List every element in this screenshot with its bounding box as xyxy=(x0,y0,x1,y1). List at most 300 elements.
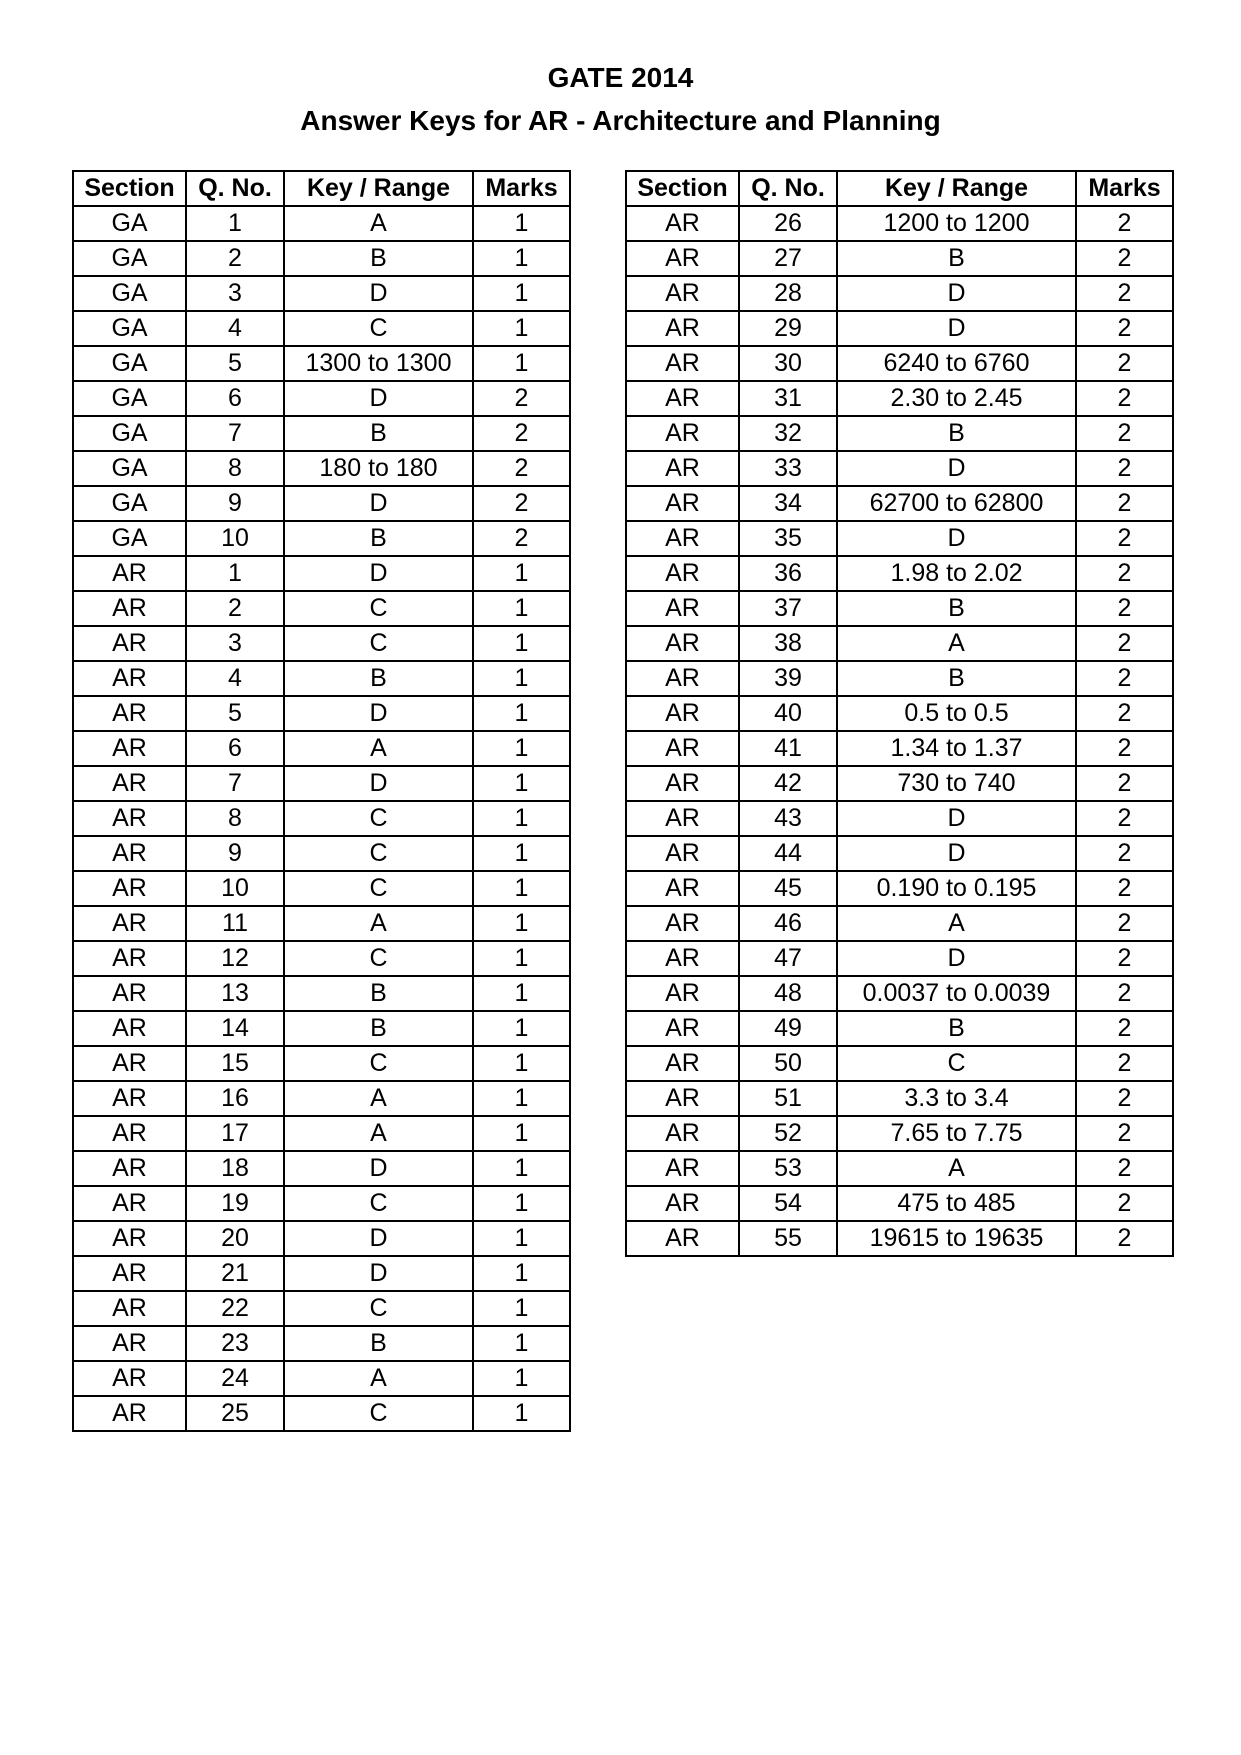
question-number-cell: 11 xyxy=(186,906,284,941)
section-cell: AR xyxy=(73,1256,186,1291)
table-row xyxy=(626,1081,1173,1116)
key-range-cell: C xyxy=(284,871,473,906)
key-range-cell: 730 to 740 xyxy=(837,766,1076,801)
key-range-cell: B xyxy=(837,1011,1076,1046)
marks-cell: 2 xyxy=(1076,1011,1173,1046)
question-number-cell: 27 xyxy=(739,241,837,276)
key-range-cell: B xyxy=(284,1326,473,1361)
section-cell: GA xyxy=(73,381,186,416)
section-cell: GA xyxy=(73,521,186,556)
page-subtitle: Answer Keys for AR - Architecture and Planning xyxy=(300,105,941,136)
section-cell: GA xyxy=(73,276,186,311)
table-row xyxy=(73,346,570,381)
marks-cell: 2 xyxy=(1076,206,1173,241)
table-row xyxy=(73,1361,570,1396)
marks-cell: 2 xyxy=(1076,731,1173,766)
question-number-cell: 20 xyxy=(186,1221,284,1256)
question-number-cell: 37 xyxy=(739,591,837,626)
table-row xyxy=(73,381,570,416)
question-number-cell: 52 xyxy=(739,1116,837,1151)
key-range-cell: B xyxy=(837,591,1076,626)
section-cell: AR xyxy=(73,941,186,976)
question-number-cell: 31 xyxy=(739,381,837,416)
marks-cell: 2 xyxy=(1076,1081,1173,1116)
key-range-cell: C xyxy=(284,941,473,976)
table-row xyxy=(626,906,1173,941)
marks-cell: 1 xyxy=(473,731,570,766)
section-cell: AR xyxy=(626,976,739,1011)
section-cell: AR xyxy=(73,801,186,836)
key-range-cell: D xyxy=(284,486,473,521)
key-range-cell: C xyxy=(837,1046,1076,1081)
header-marks: Marks xyxy=(1076,171,1173,206)
question-number-cell: 32 xyxy=(739,416,837,451)
marks-cell: 1 xyxy=(473,206,570,241)
question-number-cell: 1 xyxy=(186,556,284,591)
key-range-cell: 1.98 to 2.02 xyxy=(837,556,1076,591)
marks-cell: 2 xyxy=(1076,836,1173,871)
key-range-cell: A xyxy=(284,731,473,766)
marks-cell: 1 xyxy=(473,1151,570,1186)
table-row xyxy=(73,241,570,276)
question-number-cell: 4 xyxy=(186,311,284,346)
marks-cell: 1 xyxy=(473,1221,570,1256)
section-cell: AR xyxy=(626,661,739,696)
key-range-cell: 1.34 to 1.37 xyxy=(837,731,1076,766)
section-cell: AR xyxy=(73,1011,186,1046)
table-row xyxy=(626,1186,1173,1221)
header-row xyxy=(626,171,1173,206)
key-range-cell: 0.0037 to 0.0039 xyxy=(837,976,1076,1011)
question-number-cell: 41 xyxy=(739,731,837,766)
table-row xyxy=(73,836,570,871)
marks-cell: 1 xyxy=(473,1256,570,1291)
marks-cell: 2 xyxy=(1076,661,1173,696)
header-marks: Marks xyxy=(473,171,570,206)
marks-cell: 1 xyxy=(473,836,570,871)
key-range-cell: D xyxy=(284,696,473,731)
table-row xyxy=(626,801,1173,836)
table-row xyxy=(73,976,570,1011)
table-row xyxy=(73,1326,570,1361)
marks-cell: 2 xyxy=(473,486,570,521)
marks-cell: 2 xyxy=(1076,1186,1173,1221)
question-number-cell: 9 xyxy=(186,836,284,871)
question-number-cell: 46 xyxy=(739,906,837,941)
section-cell: AR xyxy=(626,626,739,661)
key-range-cell: C xyxy=(284,801,473,836)
section-cell: AR xyxy=(626,276,739,311)
header-key-range: Key / Range xyxy=(837,171,1076,206)
key-range-cell: C xyxy=(284,1046,473,1081)
table-row xyxy=(73,591,570,626)
table-row xyxy=(626,1046,1173,1081)
question-number-cell: 51 xyxy=(739,1081,837,1116)
marks-cell: 1 xyxy=(473,661,570,696)
section-cell: AR xyxy=(73,1396,186,1431)
question-number-cell: 24 xyxy=(186,1361,284,1396)
key-range-cell: D xyxy=(837,311,1076,346)
marks-cell: 1 xyxy=(473,1046,570,1081)
table-row xyxy=(626,346,1173,381)
table-body-right xyxy=(626,206,1173,1256)
key-range-cell: B xyxy=(284,1011,473,1046)
key-range-cell: 0.5 to 0.5 xyxy=(837,696,1076,731)
section-cell: AR xyxy=(626,346,739,381)
table-row xyxy=(626,1116,1173,1151)
question-number-cell: 7 xyxy=(186,416,284,451)
table-body-left xyxy=(73,206,570,1431)
table-row xyxy=(626,276,1173,311)
section-cell: AR xyxy=(73,906,186,941)
marks-cell: 2 xyxy=(1076,976,1173,1011)
question-number-cell: 23 xyxy=(186,1326,284,1361)
table-row xyxy=(626,206,1173,241)
table-row xyxy=(626,416,1173,451)
table-row xyxy=(626,836,1173,871)
table-row xyxy=(73,871,570,906)
question-number-cell: 13 xyxy=(186,976,284,1011)
section-cell: AR xyxy=(73,1151,186,1186)
section-cell: AR xyxy=(73,766,186,801)
key-range-cell: D xyxy=(284,1221,473,1256)
key-range-cell: B xyxy=(837,241,1076,276)
key-range-cell: A xyxy=(284,906,473,941)
section-cell: AR xyxy=(626,206,739,241)
marks-cell: 2 xyxy=(1076,1116,1173,1151)
table-row xyxy=(626,311,1173,346)
key-range-cell: D xyxy=(837,451,1076,486)
marks-cell: 2 xyxy=(1076,241,1173,276)
marks-cell: 1 xyxy=(473,1116,570,1151)
key-range-cell: B xyxy=(284,976,473,1011)
question-number-cell: 54 xyxy=(739,1186,837,1221)
section-cell: AR xyxy=(626,521,739,556)
marks-cell: 2 xyxy=(1076,871,1173,906)
key-range-cell: D xyxy=(837,521,1076,556)
key-range-cell: 0.190 to 0.195 xyxy=(837,871,1076,906)
key-range-cell: C xyxy=(284,626,473,661)
key-range-cell: C xyxy=(284,1396,473,1431)
marks-cell: 1 xyxy=(473,591,570,626)
table-row xyxy=(626,626,1173,661)
question-number-cell: 19 xyxy=(186,1186,284,1221)
table-row xyxy=(73,1116,570,1151)
key-range-cell: 7.65 to 7.75 xyxy=(837,1116,1076,1151)
marks-cell: 2 xyxy=(1076,626,1173,661)
section-cell: AR xyxy=(626,1186,739,1221)
section-cell: AR xyxy=(626,381,739,416)
section-cell: AR xyxy=(73,731,186,766)
section-cell: GA xyxy=(73,206,186,241)
question-number-cell: 30 xyxy=(739,346,837,381)
key-range-cell: C xyxy=(284,311,473,346)
marks-cell: 1 xyxy=(473,766,570,801)
question-number-cell: 8 xyxy=(186,451,284,486)
answer-key-table-right xyxy=(625,170,1174,1257)
key-range-cell: D xyxy=(837,836,1076,871)
key-range-cell: D xyxy=(284,381,473,416)
key-range-cell: B xyxy=(284,521,473,556)
marks-cell: 1 xyxy=(473,941,570,976)
marks-cell: 2 xyxy=(1076,486,1173,521)
key-range-cell: C xyxy=(284,1186,473,1221)
page-title: GATE 2014 xyxy=(547,62,694,93)
marks-cell: 1 xyxy=(473,1396,570,1431)
question-number-cell: 15 xyxy=(186,1046,284,1081)
question-number-cell: 17 xyxy=(186,1116,284,1151)
question-number-cell: 10 xyxy=(186,871,284,906)
key-range-cell: B xyxy=(837,661,1076,696)
question-number-cell: 34 xyxy=(739,486,837,521)
header-qno: Q. No. xyxy=(739,171,837,206)
section-cell: AR xyxy=(626,486,739,521)
section-cell: AR xyxy=(626,836,739,871)
question-number-cell: 14 xyxy=(186,1011,284,1046)
key-range-cell: A xyxy=(284,1361,473,1396)
question-number-cell: 12 xyxy=(186,941,284,976)
table-row xyxy=(73,696,570,731)
marks-cell: 2 xyxy=(1076,416,1173,451)
table-row xyxy=(626,381,1173,416)
table-row xyxy=(626,1011,1173,1046)
table-row xyxy=(73,1186,570,1221)
table-row xyxy=(73,766,570,801)
section-cell: AR xyxy=(73,696,186,731)
table-row xyxy=(626,591,1173,626)
question-number-cell: 42 xyxy=(739,766,837,801)
section-cell: GA xyxy=(73,416,186,451)
question-number-cell: 5 xyxy=(186,696,284,731)
section-cell: GA xyxy=(73,346,186,381)
question-number-cell: 40 xyxy=(739,696,837,731)
table-row xyxy=(73,1221,570,1256)
question-number-cell: 49 xyxy=(739,1011,837,1046)
question-number-cell: 21 xyxy=(186,1256,284,1291)
section-cell: AR xyxy=(73,1221,186,1256)
marks-cell: 1 xyxy=(473,626,570,661)
marks-cell: 1 xyxy=(473,1081,570,1116)
key-range-cell: A xyxy=(284,1116,473,1151)
marks-cell: 2 xyxy=(1076,381,1173,416)
key-range-cell: 6240 to 6760 xyxy=(837,346,1076,381)
table-row xyxy=(626,871,1173,906)
table-row xyxy=(73,556,570,591)
question-number-cell: 53 xyxy=(739,1151,837,1186)
table-row xyxy=(73,1151,570,1186)
marks-cell: 2 xyxy=(473,381,570,416)
table-row xyxy=(73,416,570,451)
table-row xyxy=(73,1396,570,1431)
question-number-cell: 3 xyxy=(186,626,284,661)
key-range-cell: A xyxy=(837,906,1076,941)
key-range-cell: 2.30 to 2.45 xyxy=(837,381,1076,416)
header-qno: Q. No. xyxy=(186,171,284,206)
question-number-cell: 33 xyxy=(739,451,837,486)
question-number-cell: 44 xyxy=(739,836,837,871)
question-number-cell: 47 xyxy=(739,941,837,976)
question-number-cell: 39 xyxy=(739,661,837,696)
question-number-cell: 3 xyxy=(186,276,284,311)
question-number-cell: 10 xyxy=(186,521,284,556)
marks-cell: 1 xyxy=(473,1326,570,1361)
table-row xyxy=(73,801,570,836)
marks-cell: 1 xyxy=(473,1361,570,1396)
table-row xyxy=(73,1046,570,1081)
question-number-cell: 35 xyxy=(739,521,837,556)
question-number-cell: 18 xyxy=(186,1151,284,1186)
question-number-cell: 6 xyxy=(186,731,284,766)
table-row xyxy=(73,451,570,486)
key-range-cell: D xyxy=(837,801,1076,836)
section-cell: AR xyxy=(73,556,186,591)
section-cell: AR xyxy=(626,241,739,276)
marks-cell: 1 xyxy=(473,871,570,906)
section-cell: AR xyxy=(73,1081,186,1116)
table-row xyxy=(73,311,570,346)
key-range-cell: A xyxy=(837,1151,1076,1186)
marks-cell: 2 xyxy=(1076,696,1173,731)
question-number-cell: 16 xyxy=(186,1081,284,1116)
section-cell: GA xyxy=(73,486,186,521)
question-number-cell: 55 xyxy=(739,1221,837,1256)
question-number-cell: 2 xyxy=(186,591,284,626)
marks-cell: 2 xyxy=(1076,1046,1173,1081)
question-number-cell: 2 xyxy=(186,241,284,276)
question-number-cell: 25 xyxy=(186,1396,284,1431)
header-row xyxy=(73,171,570,206)
section-cell: AR xyxy=(73,661,186,696)
table-row xyxy=(626,731,1173,766)
section-cell: AR xyxy=(626,941,739,976)
section-cell: AR xyxy=(73,1186,186,1221)
key-range-cell: B xyxy=(837,416,1076,451)
section-cell: AR xyxy=(626,1011,739,1046)
key-range-cell: 3.3 to 3.4 xyxy=(837,1081,1076,1116)
answer-key-table-left xyxy=(72,170,571,1432)
marks-cell: 1 xyxy=(473,556,570,591)
key-range-cell: A xyxy=(284,206,473,241)
table-row xyxy=(73,661,570,696)
key-range-cell: B xyxy=(284,241,473,276)
table-row xyxy=(73,521,570,556)
table-row xyxy=(626,1221,1173,1256)
question-number-cell: 26 xyxy=(739,206,837,241)
key-range-cell: 180 to 180 xyxy=(284,451,473,486)
table-row xyxy=(73,1011,570,1046)
table-row xyxy=(626,521,1173,556)
marks-cell: 1 xyxy=(473,346,570,381)
section-cell: AR xyxy=(73,1046,186,1081)
table-row xyxy=(626,1151,1173,1186)
section-cell: AR xyxy=(73,836,186,871)
key-range-cell: 1200 to 1200 xyxy=(837,206,1076,241)
key-range-cell: C xyxy=(284,591,473,626)
table-row xyxy=(626,486,1173,521)
table-row xyxy=(626,976,1173,1011)
table-row xyxy=(73,486,570,521)
question-number-cell: 43 xyxy=(739,801,837,836)
header-key-range: Key / Range xyxy=(284,171,473,206)
section-cell: GA xyxy=(73,241,186,276)
question-number-cell: 50 xyxy=(739,1046,837,1081)
marks-cell: 1 xyxy=(473,241,570,276)
table-row xyxy=(626,451,1173,486)
marks-cell: 2 xyxy=(1076,1221,1173,1256)
section-cell: AR xyxy=(626,416,739,451)
question-number-cell: 48 xyxy=(739,976,837,1011)
question-number-cell: 6 xyxy=(186,381,284,416)
question-number-cell: 45 xyxy=(739,871,837,906)
marks-cell: 2 xyxy=(1076,591,1173,626)
marks-cell: 2 xyxy=(1076,906,1173,941)
section-cell: AR xyxy=(73,1361,186,1396)
question-number-cell: 7 xyxy=(186,766,284,801)
key-range-cell: D xyxy=(837,276,1076,311)
table-row xyxy=(626,241,1173,276)
marks-cell: 2 xyxy=(1076,311,1173,346)
marks-cell: 2 xyxy=(1076,766,1173,801)
marks-cell: 1 xyxy=(473,1291,570,1326)
section-cell: AR xyxy=(626,906,739,941)
table-row xyxy=(626,696,1173,731)
marks-cell: 2 xyxy=(1076,941,1173,976)
marks-cell: 2 xyxy=(473,416,570,451)
marks-cell: 2 xyxy=(473,451,570,486)
section-cell: AR xyxy=(73,871,186,906)
question-number-cell: 38 xyxy=(739,626,837,661)
section-cell: AR xyxy=(626,1116,739,1151)
section-cell: AR xyxy=(73,626,186,661)
marks-cell: 1 xyxy=(473,906,570,941)
table-row xyxy=(73,276,570,311)
marks-cell: 1 xyxy=(473,276,570,311)
question-number-cell: 5 xyxy=(186,346,284,381)
table-row xyxy=(73,941,570,976)
marks-cell: 2 xyxy=(1076,346,1173,381)
section-cell: AR xyxy=(626,766,739,801)
section-cell: GA xyxy=(73,311,186,346)
section-cell: AR xyxy=(626,871,739,906)
question-number-cell: 29 xyxy=(739,311,837,346)
section-cell: AR xyxy=(73,1291,186,1326)
marks-cell: 2 xyxy=(473,521,570,556)
marks-cell: 1 xyxy=(473,311,570,346)
section-cell: GA xyxy=(73,451,186,486)
table-row xyxy=(73,206,570,241)
section-cell: AR xyxy=(626,311,739,346)
table-row xyxy=(73,906,570,941)
marks-cell: 1 xyxy=(473,1011,570,1046)
section-cell: AR xyxy=(626,1151,739,1186)
table-row xyxy=(626,941,1173,976)
section-cell: AR xyxy=(73,976,186,1011)
section-cell: AR xyxy=(626,451,739,486)
section-cell: AR xyxy=(626,731,739,766)
section-cell: AR xyxy=(73,1116,186,1151)
key-range-cell: D xyxy=(837,941,1076,976)
marks-cell: 1 xyxy=(473,696,570,731)
table-row xyxy=(626,556,1173,591)
marks-cell: 2 xyxy=(1076,1151,1173,1186)
key-range-cell: 475 to 485 xyxy=(837,1186,1076,1221)
key-range-cell: D xyxy=(284,556,473,591)
table-row xyxy=(73,1081,570,1116)
marks-cell: 2 xyxy=(1076,451,1173,486)
marks-cell: 1 xyxy=(473,1186,570,1221)
table-row xyxy=(73,1291,570,1326)
section-cell: AR xyxy=(626,1221,739,1256)
